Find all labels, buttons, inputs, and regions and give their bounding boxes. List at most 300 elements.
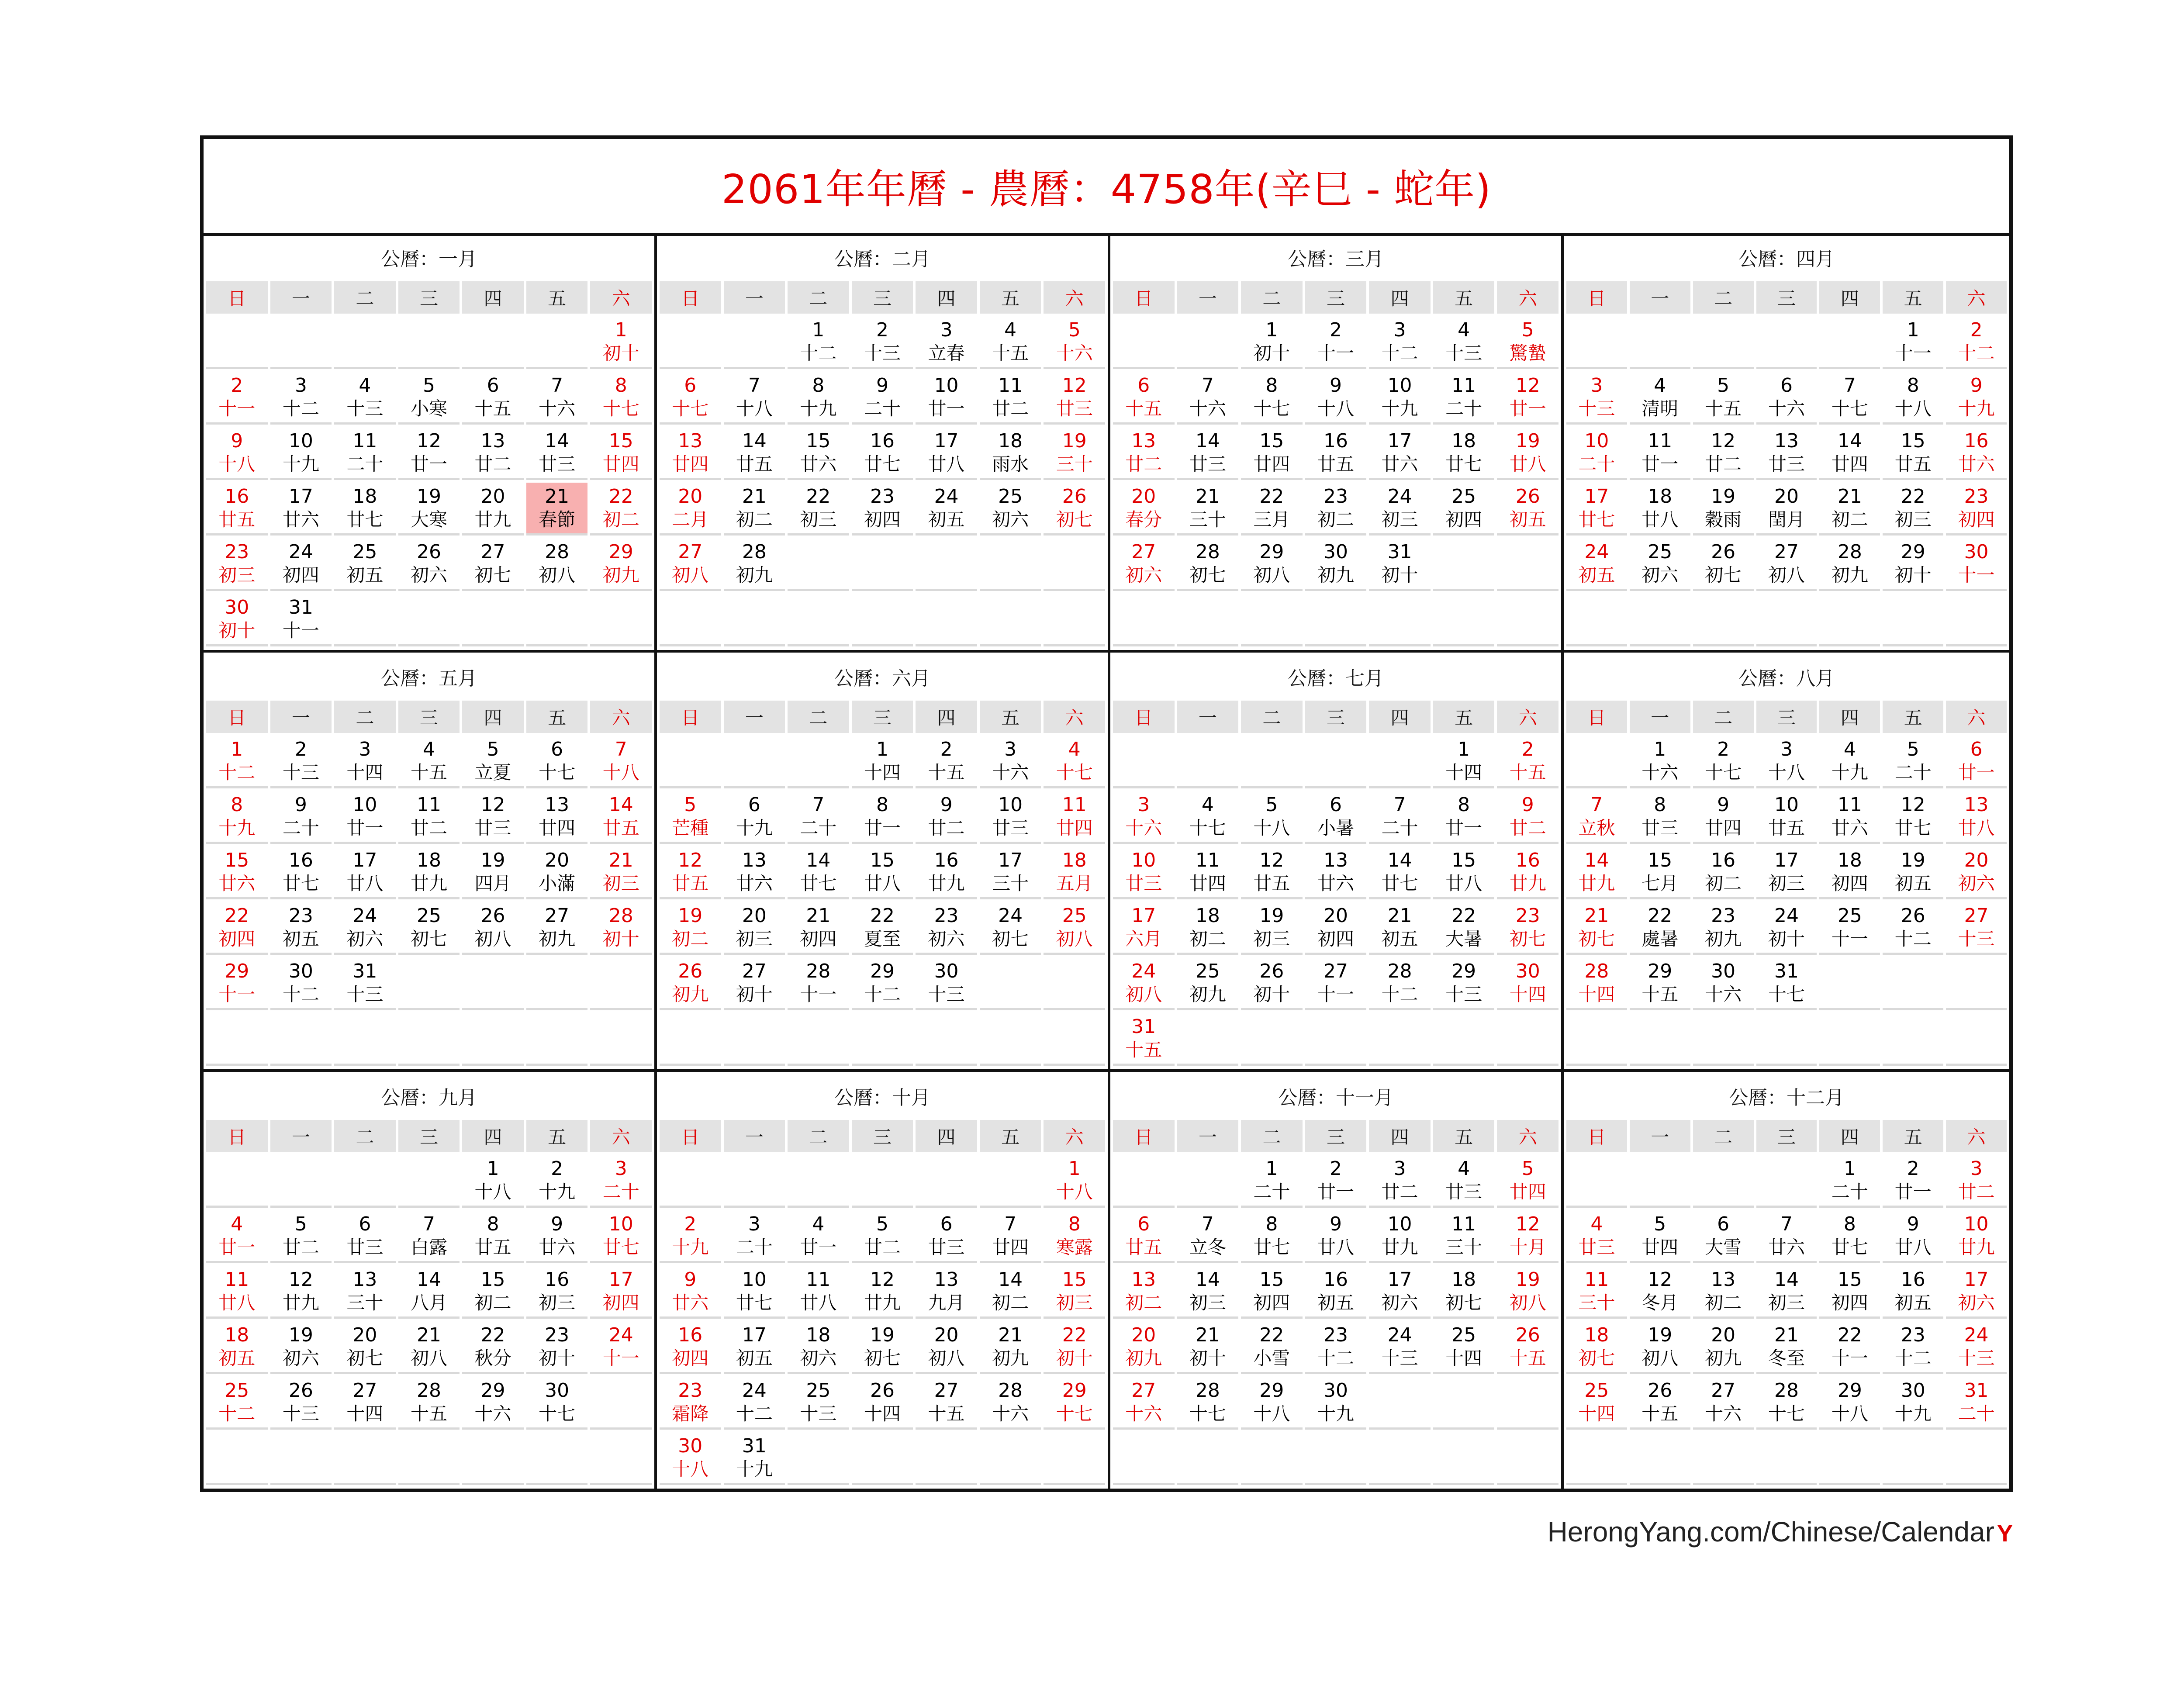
lunar-day: 廿六 [218,873,256,895]
month-title: 公曆：七月 [1288,667,1384,690]
lunar-day: 廿三 [346,1237,384,1258]
gregorian-day: 31 [1964,1379,1989,1402]
weekday-label: 二 [1693,701,1754,733]
gregorian-day: 10 [742,1268,767,1291]
gregorian-day: 26 [480,905,505,927]
lunar-day: 二十 [1831,1181,1868,1203]
lunar-day: 十四 [1578,1403,1615,1425]
lunar-day: 三十 [1189,509,1226,531]
day-cell [788,1321,849,1374]
gregorian-day: 10 [1131,849,1156,872]
gregorian-day: 12 [1711,430,1736,453]
day-cell [334,427,396,480]
empty-cell [1305,594,1367,646]
gregorian-day: 14 [806,849,831,872]
day-cell [1177,902,1239,955]
empty-cell [1630,594,1690,646]
lunar-day: 四月 [474,873,511,895]
footer-link[interactable]: HerongYang.com/Chinese/Calendar [1547,1516,1994,1548]
weekday-label: 四 [462,1120,524,1152]
day-cell [1305,372,1367,425]
day-cell [1566,427,1627,480]
gregorian-day: 16 [288,849,313,872]
lunar-day: 廿一 [800,1237,837,1258]
day-cell [916,902,977,955]
day-cell [980,1321,1041,1374]
empty-cell [1497,594,1559,646]
lunar-day: 初三 [602,873,639,895]
gregorian-day: 11 [998,374,1023,397]
lunar-day: 初七 [1056,509,1093,531]
weekday-label: 日 [1566,1120,1627,1152]
gregorian-day: 18 [352,485,377,508]
gregorian-day: 13 [742,849,767,872]
day-grid [657,1155,1108,1488]
lunar-day: 初七 [1578,1347,1615,1369]
day-cell [270,846,332,899]
gregorian-day: 15 [1451,849,1476,872]
empty-cell [1566,316,1627,369]
gregorian-day: 7 [1004,1213,1017,1236]
lunar-day: 十三 [1958,928,1995,950]
gregorian-day: 6 [487,374,499,397]
lunar-day: 十五 [1509,762,1546,784]
empty-cell [1177,1432,1239,1485]
lunar-day: 十五 [1509,1347,1546,1369]
gregorian-day: 16 [225,485,249,508]
weekday-label: 六 [1497,701,1559,733]
gregorian-day: 11 [352,430,377,453]
day-cell [1044,1321,1105,1374]
day-cell [852,902,913,955]
empty-cell [462,1013,524,1066]
day-cell [1497,902,1559,955]
gregorian-day: 25 [1451,1324,1476,1347]
empty-cell [1305,1013,1367,1066]
empty-cell [1369,1013,1431,1066]
lunar-day: 廿三 [1125,873,1162,895]
empty-cell [1883,957,1943,1010]
lunar-day: 立冬 [1189,1237,1226,1258]
day-cell [1819,483,1880,536]
day-cell [852,316,913,369]
day-cell [526,538,588,591]
day-cell [1819,1155,1880,1208]
weekday-header [204,1120,654,1152]
gregorian-day: 8 [1265,1213,1278,1236]
day-cell [1819,736,1880,788]
gregorian-day: 13 [1964,794,1989,816]
day-grid [204,316,654,649]
gregorian-day: 17 [1964,1268,1989,1291]
lunar-day: 十四 [1445,1347,1482,1369]
day-cell [590,791,652,844]
lunar-day: 十二 [1381,984,1418,1005]
lunar-day: 廿七 [1445,453,1482,475]
day-cell [1756,846,1817,899]
weekday-header [1110,1120,1561,1152]
empty-cell [1369,1432,1431,1485]
day-cell [206,372,268,425]
day-cell [398,791,460,844]
day-cell [1883,736,1943,788]
day-cell [980,1266,1041,1319]
day-cell [1177,1377,1239,1430]
gregorian-day: 18 [1195,905,1220,927]
day-cell [1241,538,1303,591]
lunar-day: 十六 [1641,762,1679,784]
gregorian-day: 25 [806,1379,831,1402]
day-cell [1369,372,1431,425]
gregorian-day: 22 [1259,1324,1284,1347]
gregorian-day: 28 [806,960,831,983]
footer [1548,1516,2013,1548]
empty-cell [1819,594,1880,646]
lunar-day: 廿六 [1317,873,1354,895]
day-cell [1819,427,1880,480]
day-cell [1113,1321,1175,1374]
day-cell [526,736,588,788]
lunar-day: 二十 [1578,453,1615,475]
gregorian-day: 3 [748,1213,760,1236]
day-cell [462,846,524,899]
gregorian-day: 26 [1515,1324,1540,1347]
gregorian-day: 16 [870,430,895,453]
day-cell [1566,1321,1627,1374]
day-cell [1566,1377,1627,1430]
day-cell [980,791,1041,844]
weekday-label: 一 [1630,701,1690,733]
gregorian-day: 22 [806,485,831,508]
lunar-day: 初八 [1125,984,1162,1005]
month-block [204,653,657,1072]
lunar-day: 十八 [736,398,773,420]
gregorian-day: 7 [812,794,825,816]
empty-cell [724,1013,785,1066]
lunar-day: 二十 [602,1181,639,1203]
empty-cell [590,1013,652,1066]
gregorian-day: 26 [1711,541,1736,563]
empty-cell [590,957,652,1010]
lunar-day: 廿三 [992,817,1029,839]
gregorian-day: 14 [1837,430,1862,453]
empty-cell [980,957,1041,1010]
gregorian-day: 5 [294,1213,307,1236]
lunar-day: 十七 [1705,762,1742,784]
gregorian-day: 19 [1062,430,1087,453]
day-cell [1177,1321,1239,1374]
gregorian-day: 14 [1584,849,1609,872]
lunar-day: 廿七 [1894,817,1932,839]
lunar-day: 廿二 [928,817,965,839]
lunar-day: 十八 [1894,398,1932,420]
day-cell [398,427,460,480]
day-cell [1756,372,1817,425]
day-cell [1566,372,1627,425]
lunar-day: 廿五 [672,873,709,895]
day-cell [1433,736,1495,788]
day-grid [1564,1155,2009,1488]
day-cell [1113,483,1175,536]
lunar-day: 初五 [1894,873,1932,895]
gregorian-day: 14 [742,430,767,453]
gregorian-day: 26 [678,960,703,983]
lunar-day: 廿六 [1768,1237,1805,1258]
gregorian-day: 4 [812,1213,825,1236]
day-cell [1497,427,1559,480]
lunar-day: 初七 [1509,928,1546,950]
day-cell [1305,1155,1367,1208]
gregorian-day: 19 [1648,1324,1673,1347]
lunar-day: 十七 [1253,398,1290,420]
lunar-day: 廿四 [539,817,576,839]
gregorian-day: 3 [294,374,307,397]
month-block [1110,233,1564,653]
weekday-label: 三 [1305,1120,1367,1152]
day-cell [1497,1266,1559,1319]
lunar-day: 初七 [474,564,511,586]
lunar-day: 初七 [864,1347,901,1369]
day-cell [1044,483,1105,536]
empty-cell [1113,316,1175,369]
lunar-day: 初八 [1768,564,1805,586]
gregorian-day: 19 [288,1324,313,1347]
lunar-day: 廿一 [1641,453,1679,475]
day-cell [1177,1266,1239,1319]
day-cell [1756,1266,1817,1319]
lunar-day: 初十 [736,984,773,1005]
empty-cell [270,316,332,369]
weekday-label: 五 [1883,1120,1943,1152]
gregorian-day: 2 [1329,1157,1342,1180]
day-cell [916,791,977,844]
day-cell [1946,427,2007,480]
day-cell [1044,1155,1105,1208]
lunar-day: 十八 [1317,398,1354,420]
lunar-day: 廿四 [992,1237,1029,1258]
empty-cell [334,1155,396,1208]
day-cell [660,846,721,899]
day-cell [590,902,652,955]
month-block [657,653,1110,1072]
lunar-day: 初四 [672,1347,709,1369]
day-cell [1630,1266,1690,1319]
lunar-day: 冬至 [1768,1347,1805,1369]
day-cell [398,846,460,899]
lunar-day: 廿八 [928,453,965,475]
empty-cell [590,594,652,646]
gregorian-day: 23 [288,905,313,927]
lunar-day: 廿一 [864,817,901,839]
lunar-day: 廿六 [736,873,773,895]
gregorian-day: 7 [748,374,760,397]
day-cell [1113,1266,1175,1319]
lunar-day: 廿四 [1509,1181,1546,1203]
lunar-day: 初五 [1317,1292,1354,1314]
day-cell [1044,1377,1105,1430]
gregorian-day: 22 [480,1324,505,1347]
lunar-day: 廿六 [1831,817,1868,839]
day-cell [1044,791,1105,844]
day-cell [1113,1210,1175,1263]
empty-cell [462,316,524,369]
lunar-day: 十三 [1578,398,1615,420]
gregorian-day: 18 [1451,1268,1476,1291]
day-cell [1566,902,1627,955]
gregorian-day: 23 [678,1379,703,1402]
gregorian-day: 18 [225,1324,249,1347]
weekday-label: 六 [1044,1120,1105,1152]
gregorian-day: 16 [545,1268,570,1291]
weekday-label: 四 [1819,701,1880,733]
month-block [657,233,1110,653]
day-cell [660,538,721,591]
empty-cell [1693,1432,1754,1485]
gregorian-day: 13 [1131,1268,1156,1291]
lunar-day: 初三 [1381,509,1418,531]
day-cell [270,736,332,788]
gregorian-day: 30 [288,960,313,983]
empty-cell [270,1013,332,1066]
lunar-day: 廿二 [1705,453,1742,475]
lunar-day: 廿二 [1381,1181,1418,1203]
day-cell [1630,1321,1690,1374]
empty-cell [462,594,524,646]
day-cell [1819,1321,1880,1374]
gregorian-day: 18 [806,1324,831,1347]
gregorian-day: 28 [998,1379,1023,1402]
gregorian-day: 22 [225,905,249,927]
day-cell [1630,538,1690,591]
gregorian-day: 28 [1387,960,1412,983]
lunar-day: 初八 [474,928,511,950]
day-cell [1433,1321,1495,1374]
day-cell [724,1432,785,1485]
weekday-label: 二 [1241,281,1303,314]
weekday-label: 五 [526,701,588,733]
weekday-label: 五 [1883,281,1943,314]
gregorian-day: 5 [876,1213,888,1236]
lunar-day: 廿四 [1705,817,1742,839]
gregorian-day: 20 [352,1324,377,1347]
gregorian-day: 31 [1131,1016,1156,1038]
gregorian-day: 8 [231,794,243,816]
lunar-day: 廿一 [1317,1181,1354,1203]
gregorian-day: 1 [876,738,888,761]
gregorian-day: 10 [1387,374,1412,397]
lunar-day: 廿七 [800,873,837,895]
gregorian-day: 17 [1774,849,1799,872]
gregorian-day: 31 [352,960,377,983]
day-cell [916,846,977,899]
day-cell [1177,791,1239,844]
weekday-header [1110,281,1561,314]
lunar-day: 十八 [1253,1403,1290,1425]
empty-cell [270,1432,332,1485]
day-cell [1305,791,1367,844]
day-cell [1693,1266,1754,1319]
gregorian-day: 1 [1843,1157,1856,1180]
lunar-day: 十三 [1958,1347,1995,1369]
day-cell [334,1266,396,1319]
empty-cell [916,1013,977,1066]
gregorian-day: 21 [1387,905,1412,927]
lunar-day: 初九 [1705,928,1742,950]
lunar-day: 十三 [928,984,965,1005]
lunar-day: 十七 [1056,762,1093,784]
month-block [1564,233,2009,653]
lunar-day: 廿八 [1958,817,1995,839]
gregorian-day: 4 [359,374,371,397]
lunar-day: 十二 [282,398,319,420]
empty-cell [334,316,396,369]
day-cell [1756,736,1817,788]
lunar-day: 十九 [1894,1403,1932,1425]
weekday-label: 六 [590,281,652,314]
day-cell [270,538,332,591]
lunar-day: 十五 [1125,1039,1162,1061]
gregorian-day: 4 [1004,319,1017,342]
lunar-day: 十三 [1445,984,1482,1005]
empty-cell [526,957,588,1010]
weekday-label: 四 [1369,281,1431,314]
lunar-day: 初四 [218,928,256,950]
lunar-day: 十二 [1958,342,1995,364]
gregorian-day: 12 [1648,1268,1673,1291]
lunar-day: 初八 [410,1347,447,1369]
day-cell [916,316,977,369]
gregorian-day: 6 [359,1213,371,1236]
weekday-header [1564,281,2009,314]
lunar-day: 閏月 [1768,509,1805,531]
gregorian-day: 19 [1259,905,1284,927]
lunar-day: 十一 [602,1347,639,1369]
lunar-day: 初五 [736,1347,773,1369]
empty-cell [660,594,721,646]
gregorian-day: 18 [998,430,1023,453]
lunar-day: 五月 [1056,873,1093,895]
lunar-day: 十六 [992,762,1029,784]
gregorian-day: 11 [1195,849,1220,872]
day-cell [270,1266,332,1319]
empty-cell [1946,1013,2007,1066]
lunar-day: 廿五 [1768,817,1805,839]
empty-cell [1756,316,1817,369]
day-cell [1819,846,1880,899]
empty-cell [1044,957,1105,1010]
day-cell [660,483,721,536]
lunar-day: 廿七 [864,453,901,475]
gregorian-day: 3 [1004,738,1017,761]
empty-cell [1241,1432,1303,1485]
gregorian-day: 5 [1068,319,1081,342]
gregorian-day: 29 [870,960,895,983]
empty-cell [1693,1013,1754,1066]
gregorian-day: 15 [1259,1268,1284,1291]
weekday-label: 日 [206,1120,268,1152]
empty-cell [852,1432,913,1485]
day-cell [590,372,652,425]
gregorian-day: 2 [940,738,953,761]
lunar-day: 三月 [1253,509,1290,531]
gregorian-day: 16 [678,1324,703,1347]
day-cell [526,1266,588,1319]
gregorian-day: 13 [934,1268,959,1291]
lunar-day: 初九 [1317,564,1354,586]
lunar-day: 十八 [1253,817,1290,839]
day-cell [852,957,913,1010]
gregorian-day: 26 [1901,905,1925,927]
